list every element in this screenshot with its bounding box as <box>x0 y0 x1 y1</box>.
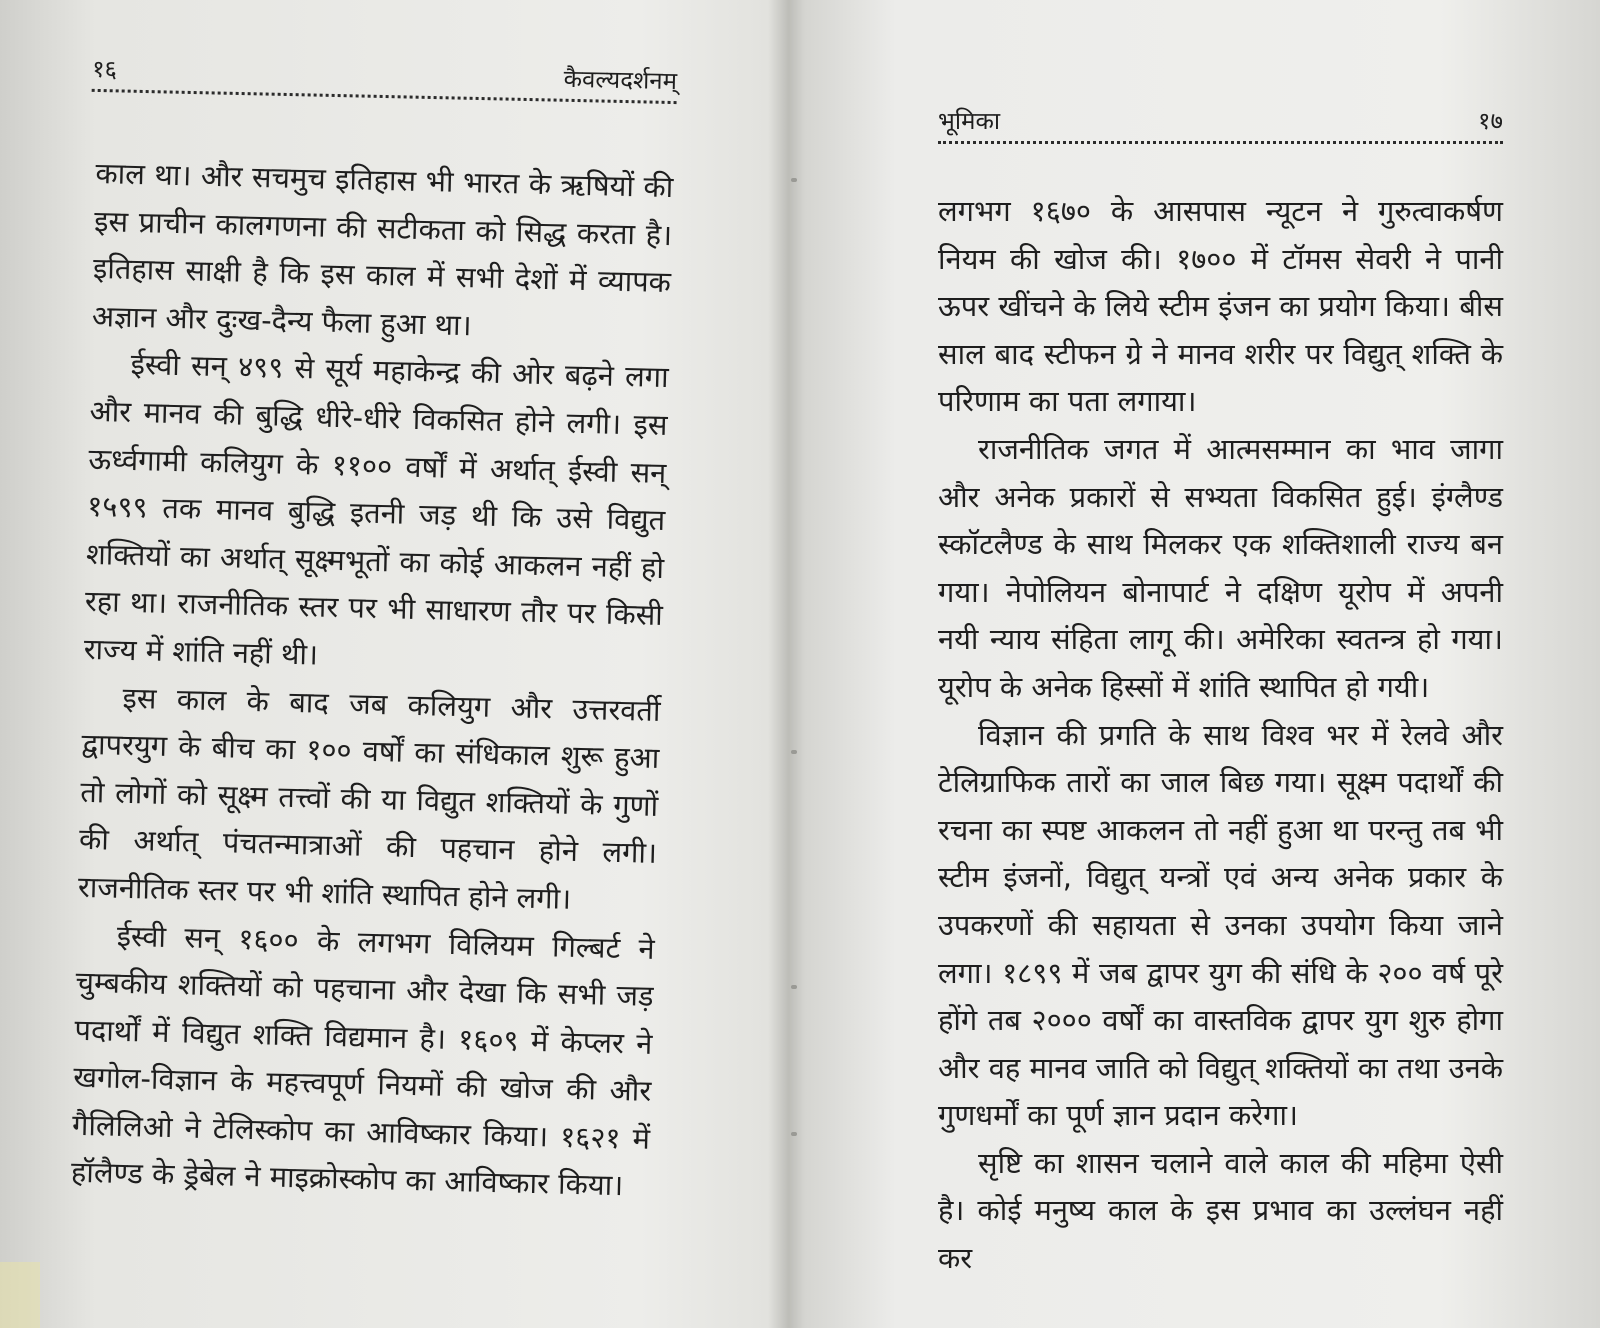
left-page-body <box>70 150 673 1211</box>
right-page <box>800 0 1600 1328</box>
paragraph: सृष्टि का शासन चलाने वाले काल की महिमा ऐसी है। कोई मनुष्य काल के इस प्रभाव का उल्लंघन नहीं कर <box>938 1145 1503 1276</box>
binding-stitch <box>791 178 797 182</box>
binding-stitch <box>791 750 797 754</box>
page-edge-shadow <box>0 1262 40 1328</box>
binding-stitch <box>791 1132 797 1136</box>
right-page-number: १७ <box>1478 107 1503 135</box>
left-running-title: कैवल्यदर्शनम् <box>563 64 678 96</box>
right-page-header <box>938 104 1503 144</box>
paragraph: राजनीतिक जगत में आत्मसम्मान का भाव जागा और अनेक प्रकारों से सभ्यता विकसित हुई। इंग्लैण्ड स्कॉटलैण्ड के साथ मिलकर एक शक्तिशाली राज्य बन गया। नेपोलियन बोनापार्ट ने दक्षिण यूरोप में अपनी नयी न्याय संहिता लागू की। अमेरिका स्वतन्त्र हो गया। यूरोप के अनेक हिस्सों में शांति स्थापित हो गयी। <box>938 431 1503 704</box>
paragraph: ईस्वी सन् ४९९ से सूर्य महाकेन्द्र की ओर बढ़ने लगा और मानव की बुद्धि धीरे-धीरे विकसित होने लगी। इस ऊर्ध्वगामी कलियुग के ११०० वर्षों में अर्थात् ईस्वी सन् १५९९ तक मानव बुद्धि इतनी जड़ थी कि उसे विद्युत शक्तियों का अर्थात् सूक्ष्मभूतों का कोई आकलन नहीं हो रहा था। राजनीतिक स्तर पर भी साधारण तौर पर किसी राज्य में शांति नहीं थी। <box>83 347 670 672</box>
left-page-header <box>92 52 678 104</box>
paragraph: काल था। और सचमुच इतिहास भी भारत के ऋषियों की इस प्राचीन कालगणना की सटीकता को सिद्ध करता है। इतिहास साक्षी है कि इस काल में सभी देशों में व्यापक अज्ञान और दुःख-दैन्य फैला हुआ था। <box>91 155 674 343</box>
right-running-title: भूमिका <box>938 107 1001 135</box>
paragraph: लगभग १६७० के आसपास न्यूटन ने गुरुत्वाकर्षण नियम की खोज की। १७०० में टॉमस सेवरी ने पानी ऊपर खींचने के लिये स्टीम इंजन का प्रयोग किया। बीस साल बाद स्टीफन ग्रे ने मानव शरीर पर विद्युत् शक्ति के परिणाम का पता लगाया। <box>938 194 1503 419</box>
left-page <box>0 0 790 1328</box>
paragraph: ईस्वी सन् १६०० के लगभग विलियम गिल्बर्ट ने चुम्बकीय शक्तियों को पहचाना और देखा कि सभी जड़ पदार्थों में विद्युत शक्ति विद्यमान है। १६०९ में केप्लर ने खगोल-विज्ञान के महत्त्वपूर्ण नियमों की खोज की और गैलिलिओ ने टेलिस्कोप का आविष्कार किया। १६२१ में हॉलैण्ड के ड्रेबेल ने माइक्रोस्कोप का आविष्कार किया। <box>70 918 656 1203</box>
paragraph: विज्ञान की प्रगति के साथ विश्व भर में रेलवे और टेलिग्राफिक तारों का जाल बिछ गया। सूक्ष्म पदार्थों की रचना का स्पष्ट आकलन तो नहीं हुआ था परन्तु तब भी स्टीम इंजनों, विद्युत् यन्त्रों एवं अन्य अनेक प्रकार के उपकरणों की सहायता से उनका उपयोग किया जाने लगा। १८९९ में जब द्वापर युग की संधि के २०० वर्ष पूरे होंगे तब २००० वर्षों का वास्तविक द्वापर युग शुरु होगा और वह मानव जाति को विद्युत् शक्तियों का तथा उनके गुणधर्मों का पूर्ण ज्ञान प्रदान करेगा। <box>938 717 1503 1133</box>
binding-stitch <box>791 985 797 989</box>
left-page-number: १६ <box>91 54 118 84</box>
paragraph: इस काल के बाद जब कलियुग और उत्तरवर्ती द्वापरयुग के बीच का १०० वर्षों का संधिकाल शुरू हुआ तो लोगों को सूक्ष्म तत्त्वों की या विद्युत शक्तियों के गुणों की अर्थात् पंचतन्मात्राओं की पहचान होने लगी। राजनीतिक स्तर पर भी शांति स्थापित होने लगी। <box>77 680 661 916</box>
right-page-body <box>938 188 1503 1283</box>
